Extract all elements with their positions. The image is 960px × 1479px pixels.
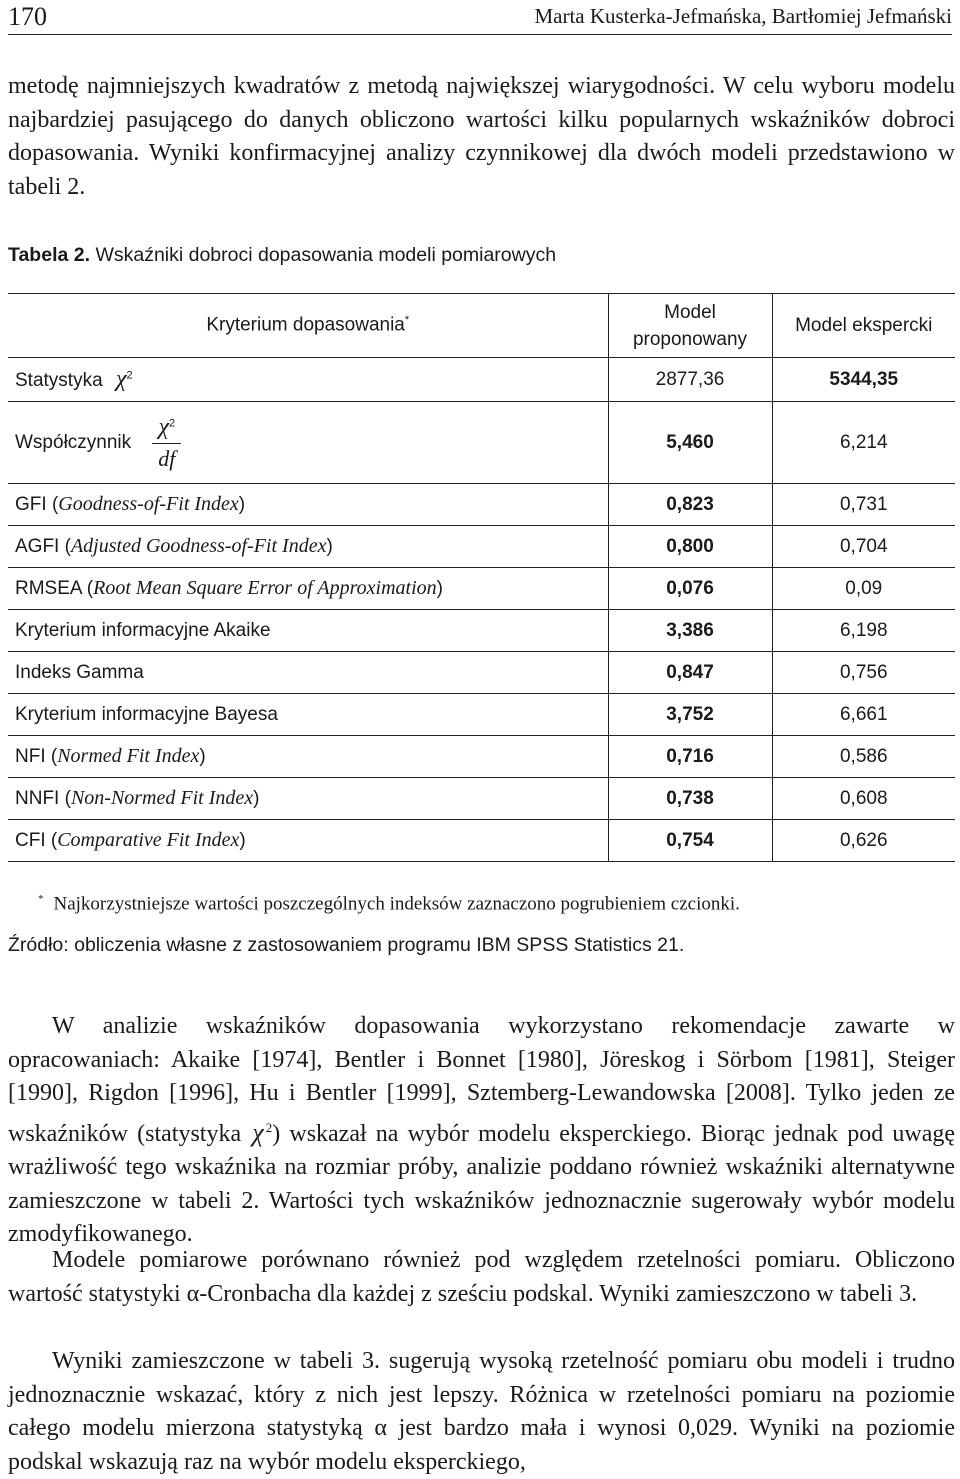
value-proposed: 0,847 — [608, 652, 772, 694]
value-proposed: 0,076 — [608, 568, 772, 610]
table-row: NFI (Normed Fit Index) 0,716 0,586 — [8, 736, 955, 778]
header-model-expert: Model ekspercki — [772, 294, 955, 358]
table-row: CFI (Comparative Fit Index) 0,754 0,626 — [8, 820, 955, 862]
value-proposed: 0,800 — [608, 526, 772, 568]
value-expert: 0,608 — [772, 778, 955, 820]
chi-square-label-cell: Statystyka $\chi^2$ — [8, 358, 608, 402]
value-proposed: 0,823 — [608, 484, 772, 526]
chi-df-fraction: $\frac{\chi^2}{df}$ — [152, 414, 181, 472]
chi-symbol-inline: χ — [252, 1117, 264, 1147]
table-row: RMSEA (Root Mean Square Error of Approximation) 0,076 0,09 — [8, 568, 955, 610]
chi-square-proposed: 2877,36 — [608, 358, 772, 402]
page-number: 170 — [8, 2, 47, 31]
page-header — [8, 0, 952, 35]
chi-df-label-cell: Współczynnik $\frac{\chi^2}{df}$ — [8, 402, 608, 484]
table-row: Indeks Gamma 0,847 0,756 — [8, 652, 955, 694]
body-paragraph-2: Modele pomiarowe porównano również pod względem rzetelności pomiaru. Obliczono wartość statystyki α-Cronbacha dla każdej z sześciu podskal. Wyniki zamieszczono w tabeli 3. — [8, 1247, 955, 1307]
fit-indices-table — [8, 293, 955, 862]
chi-df-proposed: 5,460 — [608, 402, 772, 484]
table-row: GFI (Goodness-of-Fit Index) 0,823 0,731 — [8, 484, 955, 526]
value-expert: 0,586 — [772, 736, 955, 778]
running-head: Marta Kusterka-Jefmańska, Bartłomiej Jefmański — [534, 4, 952, 28]
value-expert: 6,198 — [772, 610, 955, 652]
chi-symbol: χ — [115, 366, 127, 392]
value-expert: 0,731 — [772, 484, 955, 526]
table-footnote: * Najkorzystniejsze wartości poszczególnych indeksów zaznaczono pogrubieniem czcionki. — [38, 893, 740, 915]
value-expert: 0,756 — [772, 652, 955, 694]
value-expert: 0,626 — [772, 820, 955, 862]
value-expert: 6,661 — [772, 694, 955, 736]
table-caption-label: Tabela 2. — [8, 244, 91, 266]
value-proposed: 0,738 — [608, 778, 772, 820]
header-model-proposed: Model proponowany — [608, 294, 772, 358]
table-row-chi-df — [8, 402, 955, 484]
table-row: Kryterium informacyjne Bayesa 3,752 6,661 — [8, 694, 955, 736]
value-proposed: 3,386 — [608, 610, 772, 652]
value-proposed: 0,754 — [608, 820, 772, 862]
table-source: Źródło: obliczenia własne z zastosowaniem programu IBM SPSS Statistics 21. — [8, 934, 685, 956]
table-header-row — [8, 294, 955, 358]
value-expert: 0,704 — [772, 526, 955, 568]
chi-square-expert: 5344,35 — [772, 358, 955, 402]
intro-paragraph: metodę najmniejszych kwadratów z metodą największej wiarygodności. W celu wyboru modelu najbardziej pasującego do danych obliczono wartości kilku popularnych wskaźników dobroci dopasowania. Wyniki konfirmacyjnej analizy czynnikowej dla dwóch modeli przedstawiono w tabeli 2. — [8, 73, 955, 200]
body-paragraph-3: Wyniki zamieszczone w tabeli 3. sugerują wysoką rzetelność pomiaru obu modeli i trudno jednoznacznie wskazać, który z nich jest lepszy. Różnica w rzetelności pomiaru na poziomie całego modelu mierzona statystyką α jest bardzo mała i wynosi 0,029. Wyniki na poziomie podskal wskazują raz na wybór modelu eksperckiego, — [8, 1348, 955, 1475]
footnote-mark: * — [38, 893, 44, 905]
body-paragraph-1: W analizie wskaźników dopasowania wykorzystano rekomendacje zawarte w opracowaniach: Akaike [1974], Bentler i Bonnet [1980], Jöreskog i Sörbom [1981], Steiger [1990], Rigdon [1996], Hu i Bentler [1999], Sztemberg-Lewandowska [2008]. Tylko jeden ze wskaźników (statystyka χ $^2$) wskazał na wybór modelu eksperckiego. Biorąc jednak pod uwagę wrażliwość tego wskaźnika na rozmiar próby, analizie poddano również wskaźniki alternatywne zamieszczone w tabeli 2. Wartości tych wskaźników jednoznacznie sugerowały wybór modelu zmodyfikowanego. — [8, 1013, 955, 1247]
value-proposed: 3,752 — [608, 694, 772, 736]
table-row: AGFI (Adjusted Goodness-of-Fit Index) 0,800 0,704 — [8, 526, 955, 568]
chi-df-expert: 6,214 — [772, 402, 955, 484]
table-row-chi-square — [8, 358, 955, 402]
table-caption — [8, 244, 556, 267]
header-criterion: Kryterium dopasowania* — [8, 294, 608, 358]
value-expert: 0,09 — [772, 568, 955, 610]
table-row: NNFI (Non-Normed Fit Index) 0,738 0,608 — [8, 778, 955, 820]
value-proposed: 0,716 — [608, 736, 772, 778]
table-row: Kryterium informacyjne Akaike 3,386 6,198 — [8, 610, 955, 652]
table-caption-text: Wskaźniki dobroci dopasowania modeli pomiarowych — [95, 244, 557, 266]
